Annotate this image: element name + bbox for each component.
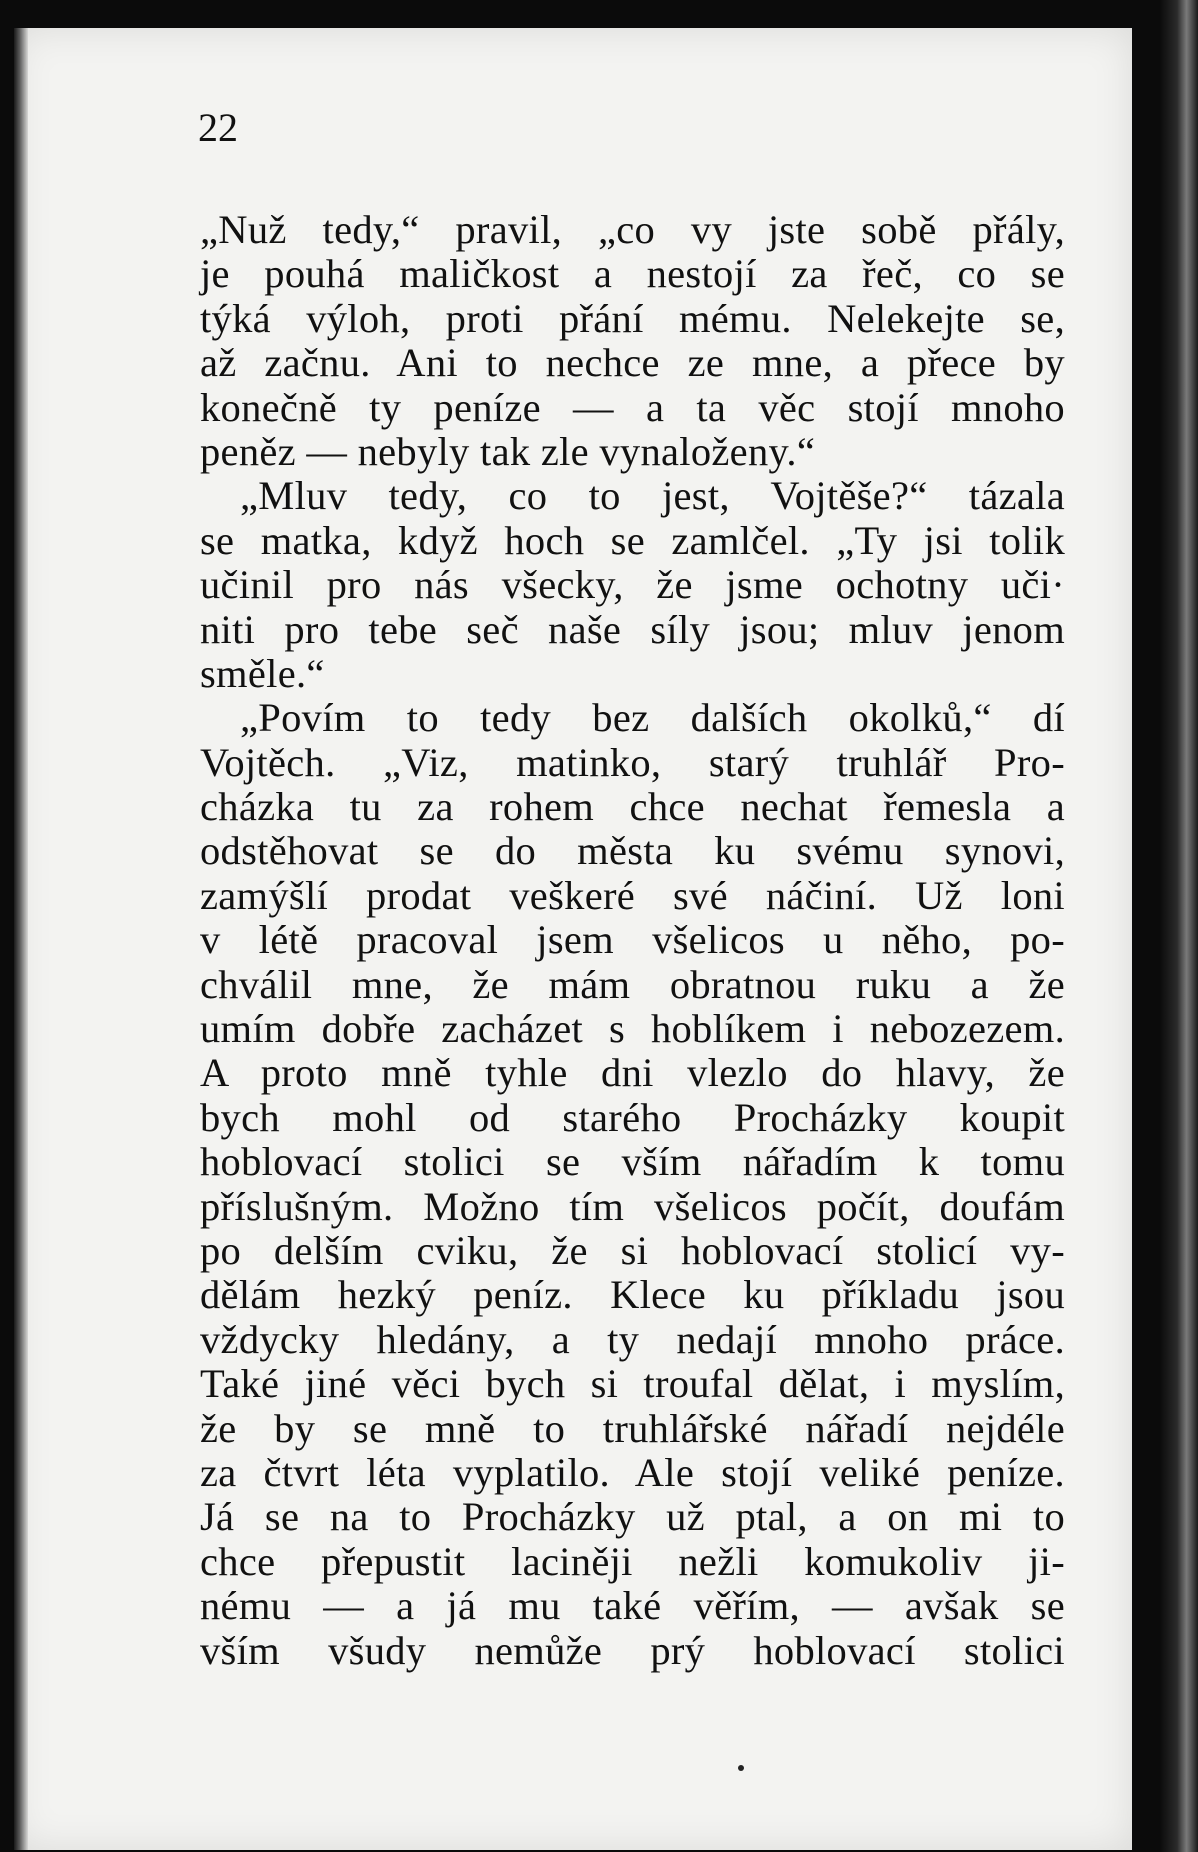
- text-line: peněz — nebyly tak zle vynaloženy.“: [200, 428, 816, 474]
- page-number: 22: [198, 105, 238, 150]
- text-line: umím dobře zacházet s hoblíkem i nebozezem.: [200, 1006, 1065, 1052]
- text-line: až začnu. Ani to nechce ze mne, a přece by: [200, 340, 1065, 386]
- text-line: „Mluv tedy, co to jest, Vojtěše?“ tázala: [240, 473, 1065, 519]
- text-line: v létě pracoval jsem všelicos u něho, po-: [200, 917, 1065, 963]
- text-line: niti pro tebe seč naše síly jsou; mluv jenom: [200, 606, 1065, 652]
- text-line: „Nuž tedy,“ pravil, „co vy jste sobě přály,: [200, 207, 1065, 252]
- text-line: A proto mně tyhle dni vlezlo do hlavy, že: [200, 1050, 1065, 1096]
- text-line: „Povím to tedy bez dalších okolků,“ dí: [240, 695, 1065, 741]
- text-line: směle.“: [200, 650, 325, 696]
- text-line: po delším cviku, že si hoblovací stolicí vy-: [200, 1227, 1065, 1273]
- body-text: [200, 208, 1065, 1673]
- text-line: příslušným. Možno tím všelicos počít, doufám: [200, 1183, 1065, 1229]
- text-line: odstěhovat se do města ku svému synovi,: [200, 828, 1065, 874]
- text-line: zamýšlí prodat veškeré své náčiní. Už loni: [200, 872, 1065, 918]
- text-line: je pouhá maličkost a nestojí za řeč, co se: [200, 251, 1065, 297]
- text-line: týká výloh, proti přání mému. Nelekejte se,: [200, 295, 1065, 341]
- text-line: za čtvrt léta vyplatilo. Ale stojí veliké peníze.: [200, 1449, 1065, 1495]
- text-line: nému — a já mu také věřím, — avšak se: [200, 1583, 1065, 1629]
- text-line: že by se mně to truhlářské nářadí nejdéle: [200, 1405, 1065, 1451]
- text-line: hoblovací stolici se vším nářadím k tomu: [200, 1139, 1065, 1185]
- text-line: chce přepustit laciněji nežli komukoliv ji-: [200, 1538, 1065, 1584]
- text-line: se matka, když hoch se zamlčel. „Ty jsi tolik: [200, 517, 1065, 563]
- text-line: Já se na to Procházky už ptal, a on mi to: [200, 1494, 1065, 1540]
- text-line: vždycky hledány, a ty nedají mnoho práce.: [200, 1316, 1065, 1362]
- text-line: chválil mne, že mám obratnou ruku a že: [200, 961, 1065, 1007]
- next-page-edge: [1160, 0, 1198, 1852]
- text-line: konečně ty peníze — a ta věc stojí mnoho: [200, 384, 1065, 430]
- text-line: učinil pro nás všecky, že jsme ochotny uči·: [200, 562, 1065, 608]
- ink-speck: [738, 1765, 744, 1771]
- text-line: Také jiné věci bych si troufal dělat, i myslím,: [200, 1361, 1065, 1407]
- text-line: dělám hezký peníz. Klece ku příkladu jsou: [200, 1272, 1065, 1318]
- binding-shadow: [14, 28, 28, 1850]
- text-line: Vojtěch. „Viz, matinko, starý truhlář Pro-: [200, 739, 1065, 785]
- text-line: bych mohl od starého Procházky koupit: [200, 1094, 1065, 1140]
- text-line: cházka tu za rohem chce nechat řemesla a: [200, 784, 1065, 830]
- text-line: vším všudy nemůže prý hoblovací stolici: [200, 1627, 1065, 1673]
